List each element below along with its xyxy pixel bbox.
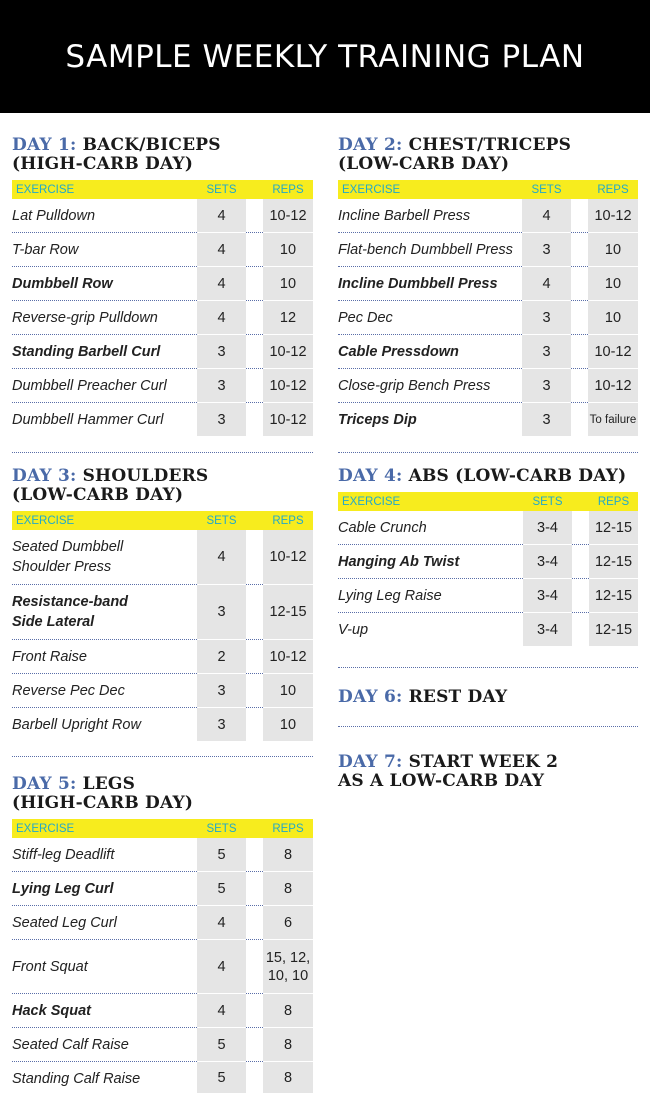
- table-row: [338, 233, 638, 267]
- reps-value: 12-15: [589, 613, 638, 647]
- sets-value: 5: [197, 1028, 246, 1062]
- column-header-exercise: EXERCISE: [12, 819, 197, 838]
- exercise-name: Standing Barbell Curl: [12, 335, 197, 369]
- exercise-name: Incline Dumbbell Press: [338, 267, 522, 301]
- table-row: [12, 335, 313, 369]
- sets-value: 3-4: [523, 579, 572, 613]
- column-header-sets: SETS: [197, 819, 246, 838]
- day-4-section: [338, 467, 638, 668]
- table-row: [12, 301, 313, 335]
- exercise-name: Seated Calf Raise: [12, 1028, 197, 1062]
- day-title-line: ABS (LOW-CARB DAY): [408, 466, 627, 486]
- column-header-reps: REPS: [589, 492, 638, 511]
- sets-value: 4: [197, 940, 246, 994]
- sets-value: 3: [197, 403, 246, 437]
- exercise-name: Lying Leg Curl: [12, 872, 197, 906]
- page-title: SAMPLE WEEKLY TRAINING PLAN: [0, 0, 650, 113]
- table-row: [338, 301, 638, 335]
- reps-value: To failure: [588, 403, 638, 437]
- exercise-name-line: Resistance-band: [12, 594, 129, 610]
- day-label: DAY 6:: [338, 687, 403, 707]
- exercise-name: Cable Crunch: [338, 511, 523, 545]
- day-title-line: (LOW-CARB DAY): [12, 485, 184, 505]
- table-header: [338, 492, 638, 511]
- reps-value: 12: [263, 301, 313, 335]
- exercise-name: Lat Pulldown: [12, 199, 197, 233]
- table-row: [12, 994, 313, 1028]
- day-title-line: SHOULDERS: [82, 466, 209, 486]
- exercise-name: Barbell Upright Row: [12, 717, 141, 733]
- reps-value: 10-12: [263, 199, 313, 233]
- table-row: [12, 838, 313, 872]
- day-title-line: LEGS: [82, 774, 136, 794]
- exercise-name: Dumbbell Hammer Curl: [12, 412, 164, 428]
- reps-value: 10: [263, 233, 313, 267]
- reps-value: 12-15: [589, 545, 638, 579]
- column-header-sets: SETS: [522, 180, 571, 199]
- table-row: [12, 199, 313, 233]
- reps-value: 10-12: [263, 369, 313, 403]
- day-title-line: (HIGH-CARB DAY): [12, 154, 194, 174]
- day-title-line: (LOW-CARB DAY): [338, 154, 510, 174]
- reps-value: 10: [263, 708, 313, 742]
- table-row: [338, 267, 638, 301]
- column-header-sets: SETS: [197, 511, 246, 530]
- table-row: [12, 585, 313, 640]
- day-5-section: [12, 775, 313, 1093]
- reps-value: 10: [588, 267, 638, 301]
- table-row: [12, 1062, 313, 1093]
- section-divider: [12, 452, 313, 453]
- exercise-name: Flat-bench Dumbbell Press: [338, 233, 522, 267]
- table-row: [338, 199, 638, 233]
- sets-value: 4: [197, 301, 246, 335]
- table-row: [338, 403, 638, 437]
- column-header-exercise: EXERCISE: [12, 511, 197, 530]
- sets-value: 3: [522, 301, 571, 335]
- table-row: [338, 511, 638, 545]
- reps-line: 15, 12,: [265, 949, 311, 966]
- day-label: DAY 4:: [338, 466, 403, 486]
- exercise-name: T-bar Row: [12, 233, 197, 267]
- exercise-name: Standing Calf Raise: [12, 1070, 141, 1087]
- table-row: [12, 233, 313, 267]
- sets-value: 3-4: [523, 613, 572, 647]
- day-7-section: [338, 753, 638, 791]
- exercise-name: Stiff-leg Deadlift: [12, 838, 197, 872]
- reps-value: 10-12: [263, 640, 313, 674]
- day-1-title: [12, 136, 313, 174]
- sets-value: 3: [197, 585, 246, 640]
- column-header-reps: REPS: [263, 819, 313, 838]
- reps-value: 8: [263, 994, 313, 1028]
- sets-value: 4: [197, 267, 246, 301]
- day-title-line: BACK/BICEPS: [82, 135, 221, 155]
- exercise-name-line: Seated Dumbbell: [12, 539, 124, 555]
- reps-value: 10-12: [588, 335, 638, 369]
- table-row: [12, 530, 313, 585]
- column-header-reps: REPS: [263, 180, 313, 199]
- exercise-name: V-up: [338, 622, 369, 638]
- day-5-title: [12, 775, 313, 813]
- table-row: [12, 1028, 313, 1062]
- day-4-title: [338, 467, 638, 486]
- reps-value: 8: [263, 1028, 313, 1062]
- table-row: [12, 940, 313, 994]
- reps-value: 10-12: [588, 369, 638, 403]
- exercise-name: Close-grip Bench Press: [338, 369, 522, 403]
- exercise-name: Front Raise: [12, 640, 197, 674]
- reps-value: 10: [588, 233, 638, 267]
- exercise-name: Reverse Pec Dec: [12, 674, 197, 708]
- day-title-line: AS A LOW-CARB DAY: [338, 771, 545, 791]
- day-label: DAY 2:: [338, 135, 403, 155]
- day-title-line: REST DAY: [408, 687, 508, 707]
- column-header-exercise: EXERCISE: [338, 492, 523, 511]
- section-divider: [338, 452, 638, 453]
- day-4-table: [338, 492, 638, 647]
- table-row: [12, 369, 313, 403]
- table-row: [12, 872, 313, 906]
- exercise-name: [12, 530, 197, 585]
- exercise-name: Lying Leg Raise: [338, 579, 523, 613]
- reps-value: 10-12: [263, 335, 313, 369]
- sets-value: 4: [522, 199, 571, 233]
- exercise-name: [12, 585, 197, 640]
- exercise-name: Pec Dec: [338, 301, 522, 335]
- sets-value: 5: [197, 1062, 246, 1093]
- exercise-name-line: Side Lateral: [12, 614, 95, 630]
- column-header-exercise: EXERCISE: [12, 180, 197, 199]
- exercise-name: Hack Squat: [12, 994, 197, 1028]
- exercise-name: Dumbbell Row: [12, 267, 197, 301]
- day-title-line: (HIGH-CARB DAY): [12, 793, 194, 813]
- sets-value: 3-4: [523, 511, 572, 545]
- reps-value: 10: [588, 301, 638, 335]
- reps-value: 10-12: [263, 403, 313, 437]
- table-header: [12, 180, 313, 199]
- reps-value: 10-12: [588, 199, 638, 233]
- column-header-reps: REPS: [588, 180, 638, 199]
- sets-value: 4: [197, 906, 246, 940]
- reps-value: 8: [263, 1062, 313, 1093]
- reps-value: 12-15: [263, 585, 313, 640]
- exercise-name: Dumbbell Preacher Curl: [12, 369, 197, 403]
- day-title-line: START WEEK 2: [408, 752, 559, 772]
- table-row: [12, 674, 313, 708]
- sets-value: 4: [197, 994, 246, 1028]
- exercise-name: Front Squat: [12, 940, 197, 994]
- day-2-section: [338, 136, 638, 437]
- table-row: [12, 267, 313, 301]
- exercise-name: Incline Barbell Press: [338, 199, 522, 233]
- sets-value: 3: [197, 369, 246, 403]
- day-label: DAY 5:: [12, 774, 77, 794]
- table-row: [12, 403, 313, 437]
- day-1-section: [12, 136, 313, 437]
- day-2-table: [338, 180, 638, 437]
- sets-value: 4: [197, 199, 246, 233]
- day-label: DAY 1:: [12, 135, 77, 155]
- day-3-table: [12, 511, 313, 742]
- table-row: [338, 369, 638, 403]
- table-header: [338, 180, 638, 199]
- reps-value: 10: [263, 674, 313, 708]
- reps-value: 8: [263, 838, 313, 872]
- exercise-name: Cable Pressdown: [338, 335, 522, 369]
- exercise-name: Seated Leg Curl: [12, 906, 197, 940]
- exercise-name-line: Shoulder Press: [12, 559, 112, 575]
- day-6-section: [338, 688, 638, 727]
- sets-value: 3: [522, 335, 571, 369]
- table-row: [338, 545, 638, 579]
- sets-value: 4: [197, 530, 246, 585]
- exercise-name: Reverse-grip Pulldown: [12, 301, 197, 335]
- table-row: [12, 906, 313, 940]
- day-2-title: [338, 136, 638, 174]
- exercise-name: Hanging Ab Twist: [338, 545, 523, 579]
- day-title-line: CHEST/TRICEPS: [408, 135, 572, 155]
- day-6-title: [338, 688, 638, 707]
- reps-value: [263, 940, 313, 994]
- column-header-exercise: EXERCISE: [338, 180, 522, 199]
- reps-value: 12-15: [589, 579, 638, 613]
- reps-value: 12-15: [589, 511, 638, 545]
- table-header: [12, 511, 313, 530]
- reps-value: 10-12: [263, 530, 313, 585]
- sets-value: 3: [522, 403, 571, 437]
- section-divider: [338, 667, 638, 668]
- table-row: [338, 335, 638, 369]
- column-header-reps: REPS: [263, 511, 313, 530]
- table-row: [338, 613, 638, 647]
- table-header: [12, 819, 313, 838]
- sets-value: 4: [522, 267, 571, 301]
- exercise-name: Triceps Dip: [338, 412, 417, 428]
- table-row: [12, 708, 313, 742]
- sets-value: 3: [197, 674, 246, 708]
- reps-value: 8: [263, 872, 313, 906]
- day-1-table: [12, 180, 313, 437]
- reps-value: 10: [263, 267, 313, 301]
- reps-value: 6: [263, 906, 313, 940]
- reps-line: 10, 10: [267, 967, 309, 984]
- sets-value: 3: [522, 233, 571, 267]
- sets-value: 4: [197, 233, 246, 267]
- column-header-sets: SETS: [197, 180, 246, 199]
- sets-value: 3: [522, 369, 571, 403]
- day-label: DAY 3:: [12, 466, 77, 486]
- day-7-title: [338, 753, 638, 791]
- column-header-sets: SETS: [523, 492, 572, 511]
- sets-value: 3-4: [523, 545, 572, 579]
- day-3-section: [12, 467, 313, 757]
- day-label: DAY 7:: [338, 752, 403, 772]
- table-row: [338, 579, 638, 613]
- sets-value: 2: [197, 640, 246, 674]
- sets-value: 5: [197, 838, 246, 872]
- section-divider: [12, 756, 313, 757]
- sets-value: 3: [197, 708, 246, 742]
- table-row: [12, 640, 313, 674]
- day-5-table: [12, 819, 313, 1093]
- sets-value: 5: [197, 872, 246, 906]
- sets-value: 3: [197, 335, 246, 369]
- section-divider: [338, 726, 638, 727]
- day-3-title: [12, 467, 313, 505]
